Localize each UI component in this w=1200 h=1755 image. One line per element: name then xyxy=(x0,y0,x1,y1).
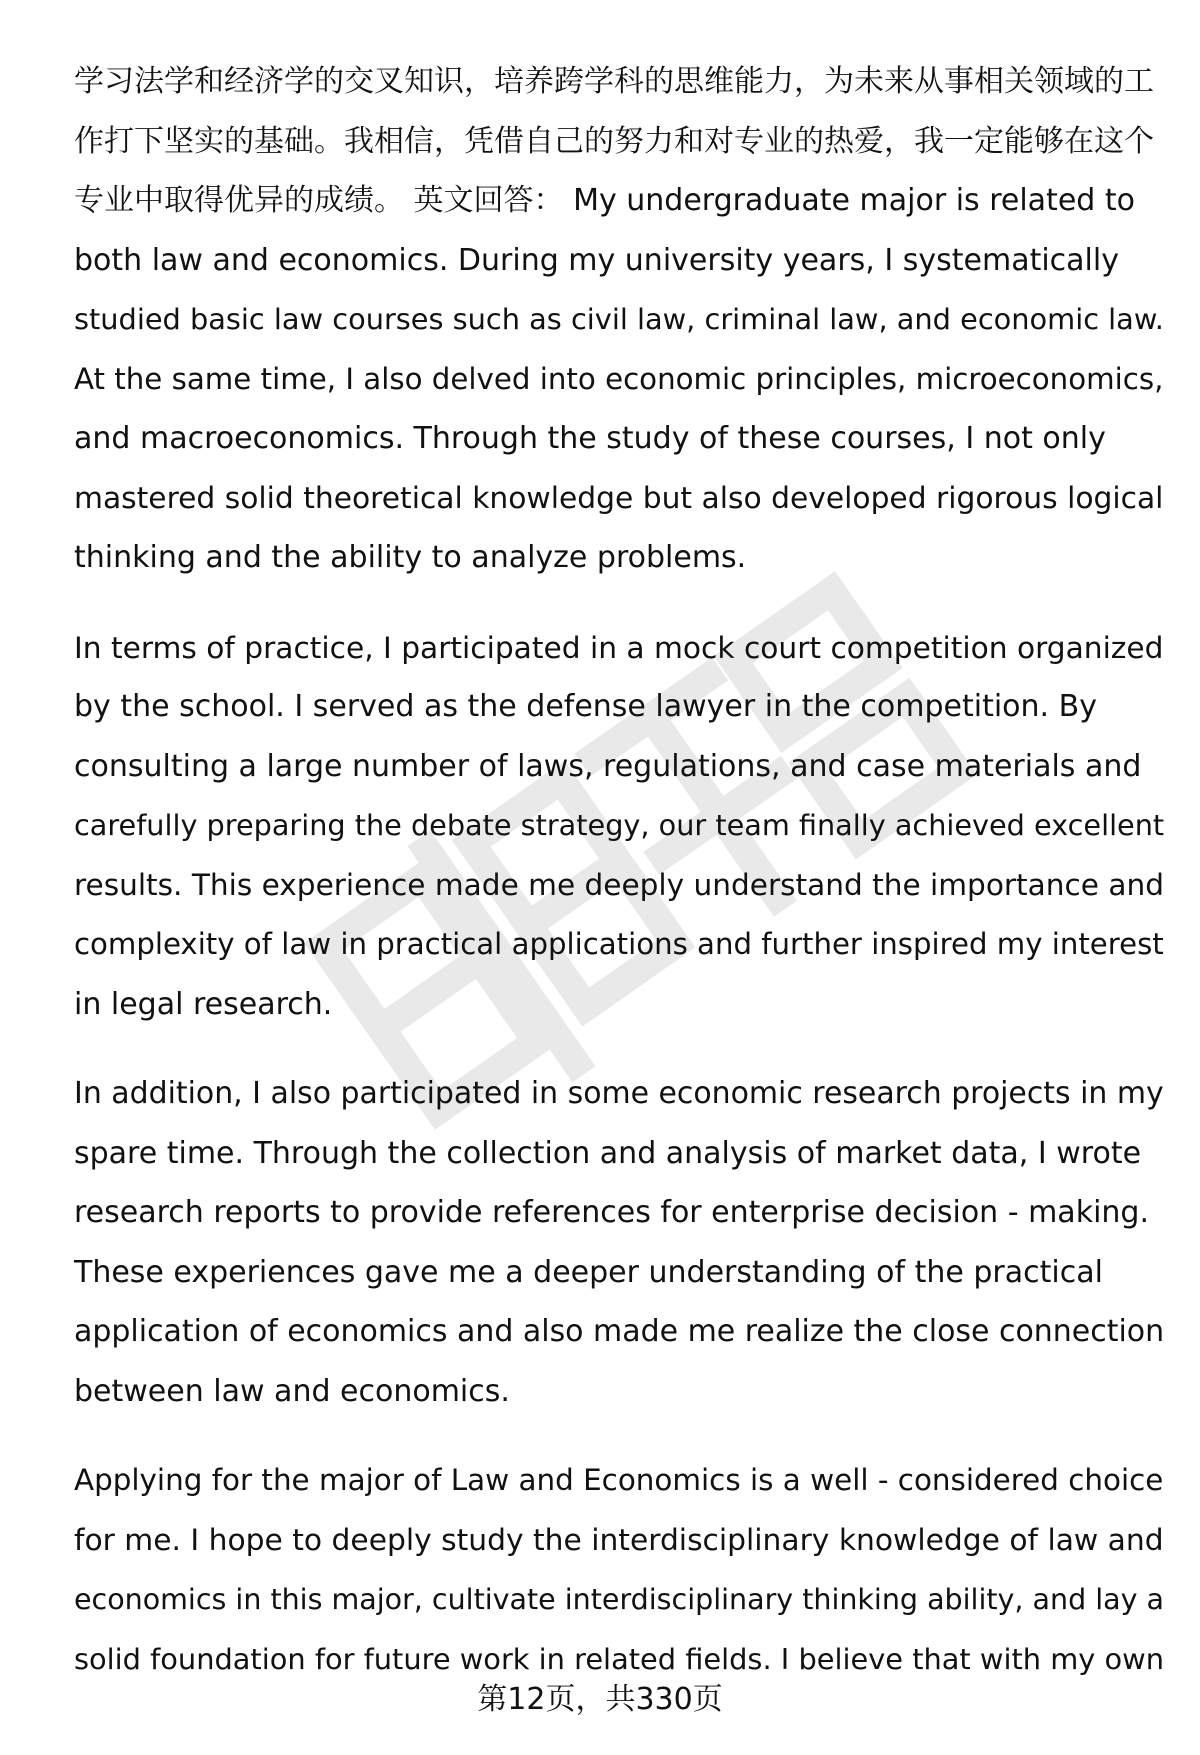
text-line: 学习法学和经济学的交叉知识，培养跨学科的思维能力，为未来从事相关领域的工 xyxy=(74,64,1154,99)
text-line: and macroeconomics. Through the study of these courses, I not only xyxy=(74,421,1106,456)
paragraph-4 xyxy=(74,1451,1164,1689)
paragraph-2 xyxy=(74,618,1164,1035)
text-line: application of economics and also made me realize the close connection xyxy=(74,1314,1165,1349)
text-line: complexity of law in practical applications and further inspired my interest xyxy=(74,927,1164,961)
text-line: mastered solid theoretical knowledge but also developed rigorous logical xyxy=(74,480,1164,516)
text-line: in legal research. xyxy=(74,986,333,1022)
text-line: solid foundation for future work in related fields. I believe that with my own xyxy=(74,1641,1165,1676)
text-line: both law and economics. During my university years, I systematically xyxy=(74,242,1119,278)
text-line: In terms of practice, I participated in a mock court competition organized xyxy=(74,629,1164,665)
text-line: between law and economics. xyxy=(74,1373,510,1409)
text-line: These experiences gave me a deeper understanding of the practical xyxy=(74,1254,1103,1290)
document-body xyxy=(74,52,1164,1719)
text-line: results. This experience made me deeply understand the importance and xyxy=(74,867,1164,902)
text-line: At the same time, I also delved into economic principles, microeconomics, xyxy=(74,361,1164,396)
text-line: for me. I hope to deeply study the interdisciplinary knowledge of law and xyxy=(74,1522,1164,1558)
text-line: research reports to provide references for enterprise decision - making. xyxy=(74,1195,1149,1230)
text-line: 作打下坚实的基础。我相信，凭借自己的努力和对专业的热爱，我一定能够在这个 xyxy=(74,123,1154,159)
text-line: In addition, I also participated in some economic research projects in my xyxy=(74,1076,1164,1111)
page-number-footer: 第12页，共330页 xyxy=(477,1682,723,1717)
text-line: 专业中取得优异的成绩。 英文回答： My undergraduate major is related to xyxy=(74,183,1135,218)
text-line: Applying for the major of Law and Economics is a well - considered choice xyxy=(74,1463,1164,1497)
text-line: carefully preparing the debate strategy, our team finally achieved excellent xyxy=(74,808,1165,842)
paragraph-1 xyxy=(74,52,1164,588)
text-line: economics in this major, cultivate interdisciplinary thinking ability, and lay a xyxy=(74,1583,1164,1616)
text-line: spare time. Through the collection and analysis of market data, I wrote xyxy=(74,1135,1142,1171)
text-line: thinking and the ability to analyze problems. xyxy=(74,540,747,575)
paragraph-3 xyxy=(74,1064,1164,1421)
text-line: by the school. I served as the defense lawyer in the competition. By xyxy=(74,689,1097,724)
text-line: consulting a large number of laws, regulations, and case materials and xyxy=(74,748,1142,784)
text-line: studied basic law courses such as civil law, criminal law, and economic law. xyxy=(74,302,1164,336)
